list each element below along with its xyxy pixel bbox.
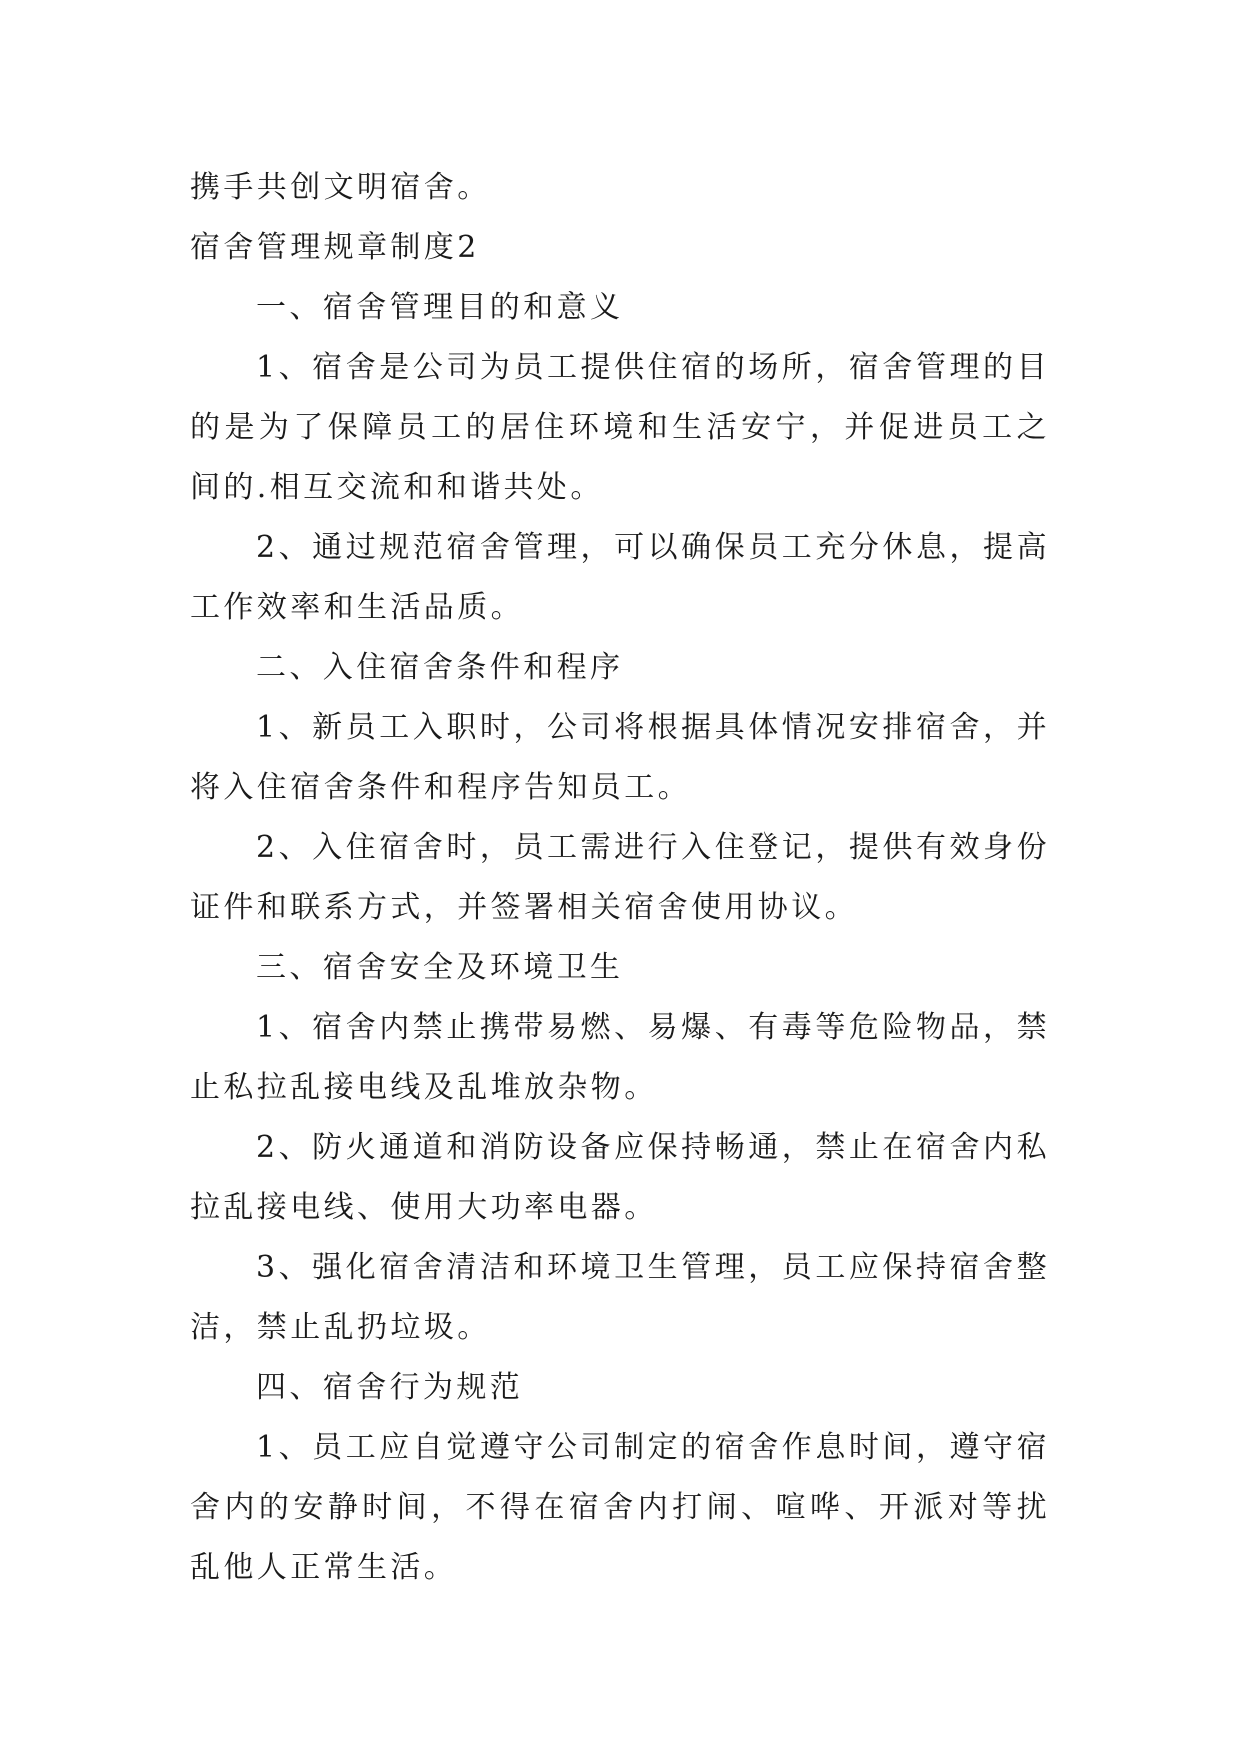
paragraph-closing-line: 携手共创文明宿舍。 xyxy=(190,170,491,205)
paragraph: 1、宿舍是公司为员工提供住宿的场所，宿舍管理的目的是为了保障员工的居住环境和生活安宁，并促进员工之间的.相互交流和和谐共处。 xyxy=(190,350,1050,505)
document-body xyxy=(190,158,1050,1598)
section-heading-2: 二、入住宿舍条件和程序 xyxy=(256,650,624,685)
paragraph: 2、通过规范宿舍管理，可以确保员工充分休息，提高工作效率和生活品质。 xyxy=(190,530,1050,625)
section-heading-4: 四、宿舍行为规范 xyxy=(256,1370,524,1405)
paragraph: 3、强化宿舍清洁和环境卫生管理，员工应保持宿舍整洁，禁止乱扔垃圾。 xyxy=(190,1250,1050,1345)
paragraph: 1、宿舍内禁止携带易燃、易爆、有毒等危险物品，禁止私拉乱接电线及乱堆放杂物。 xyxy=(190,1010,1050,1105)
section-heading-1: 一、宿舍管理目的和意义 xyxy=(256,290,624,325)
section-heading-3: 三、宿舍安全及环境卫生 xyxy=(256,950,624,985)
paragraph: 1、新员工入职时，公司将根据具体情况安排宿舍，并将入住宿舍条件和程序告知员工。 xyxy=(190,710,1050,805)
document-title: 宿舍管理规章制度2 xyxy=(190,230,480,265)
paragraph: 1、员工应自觉遵守公司制定的宿舍作息时间，遵守宿舍内的安静时间，不得在宿舍内打闹、喧哗、开派对等扰乱他人正常生活。 xyxy=(190,1430,1050,1585)
paragraph: 2、防火通道和消防设备应保持畅通，禁止在宿舍内私拉乱接电线、使用大功率电器。 xyxy=(190,1130,1050,1225)
paragraph: 2、入住宿舍时，员工需进行入住登记，提供有效身份证件和联系方式，并签署相关宿舍使用协议。 xyxy=(190,830,1050,925)
